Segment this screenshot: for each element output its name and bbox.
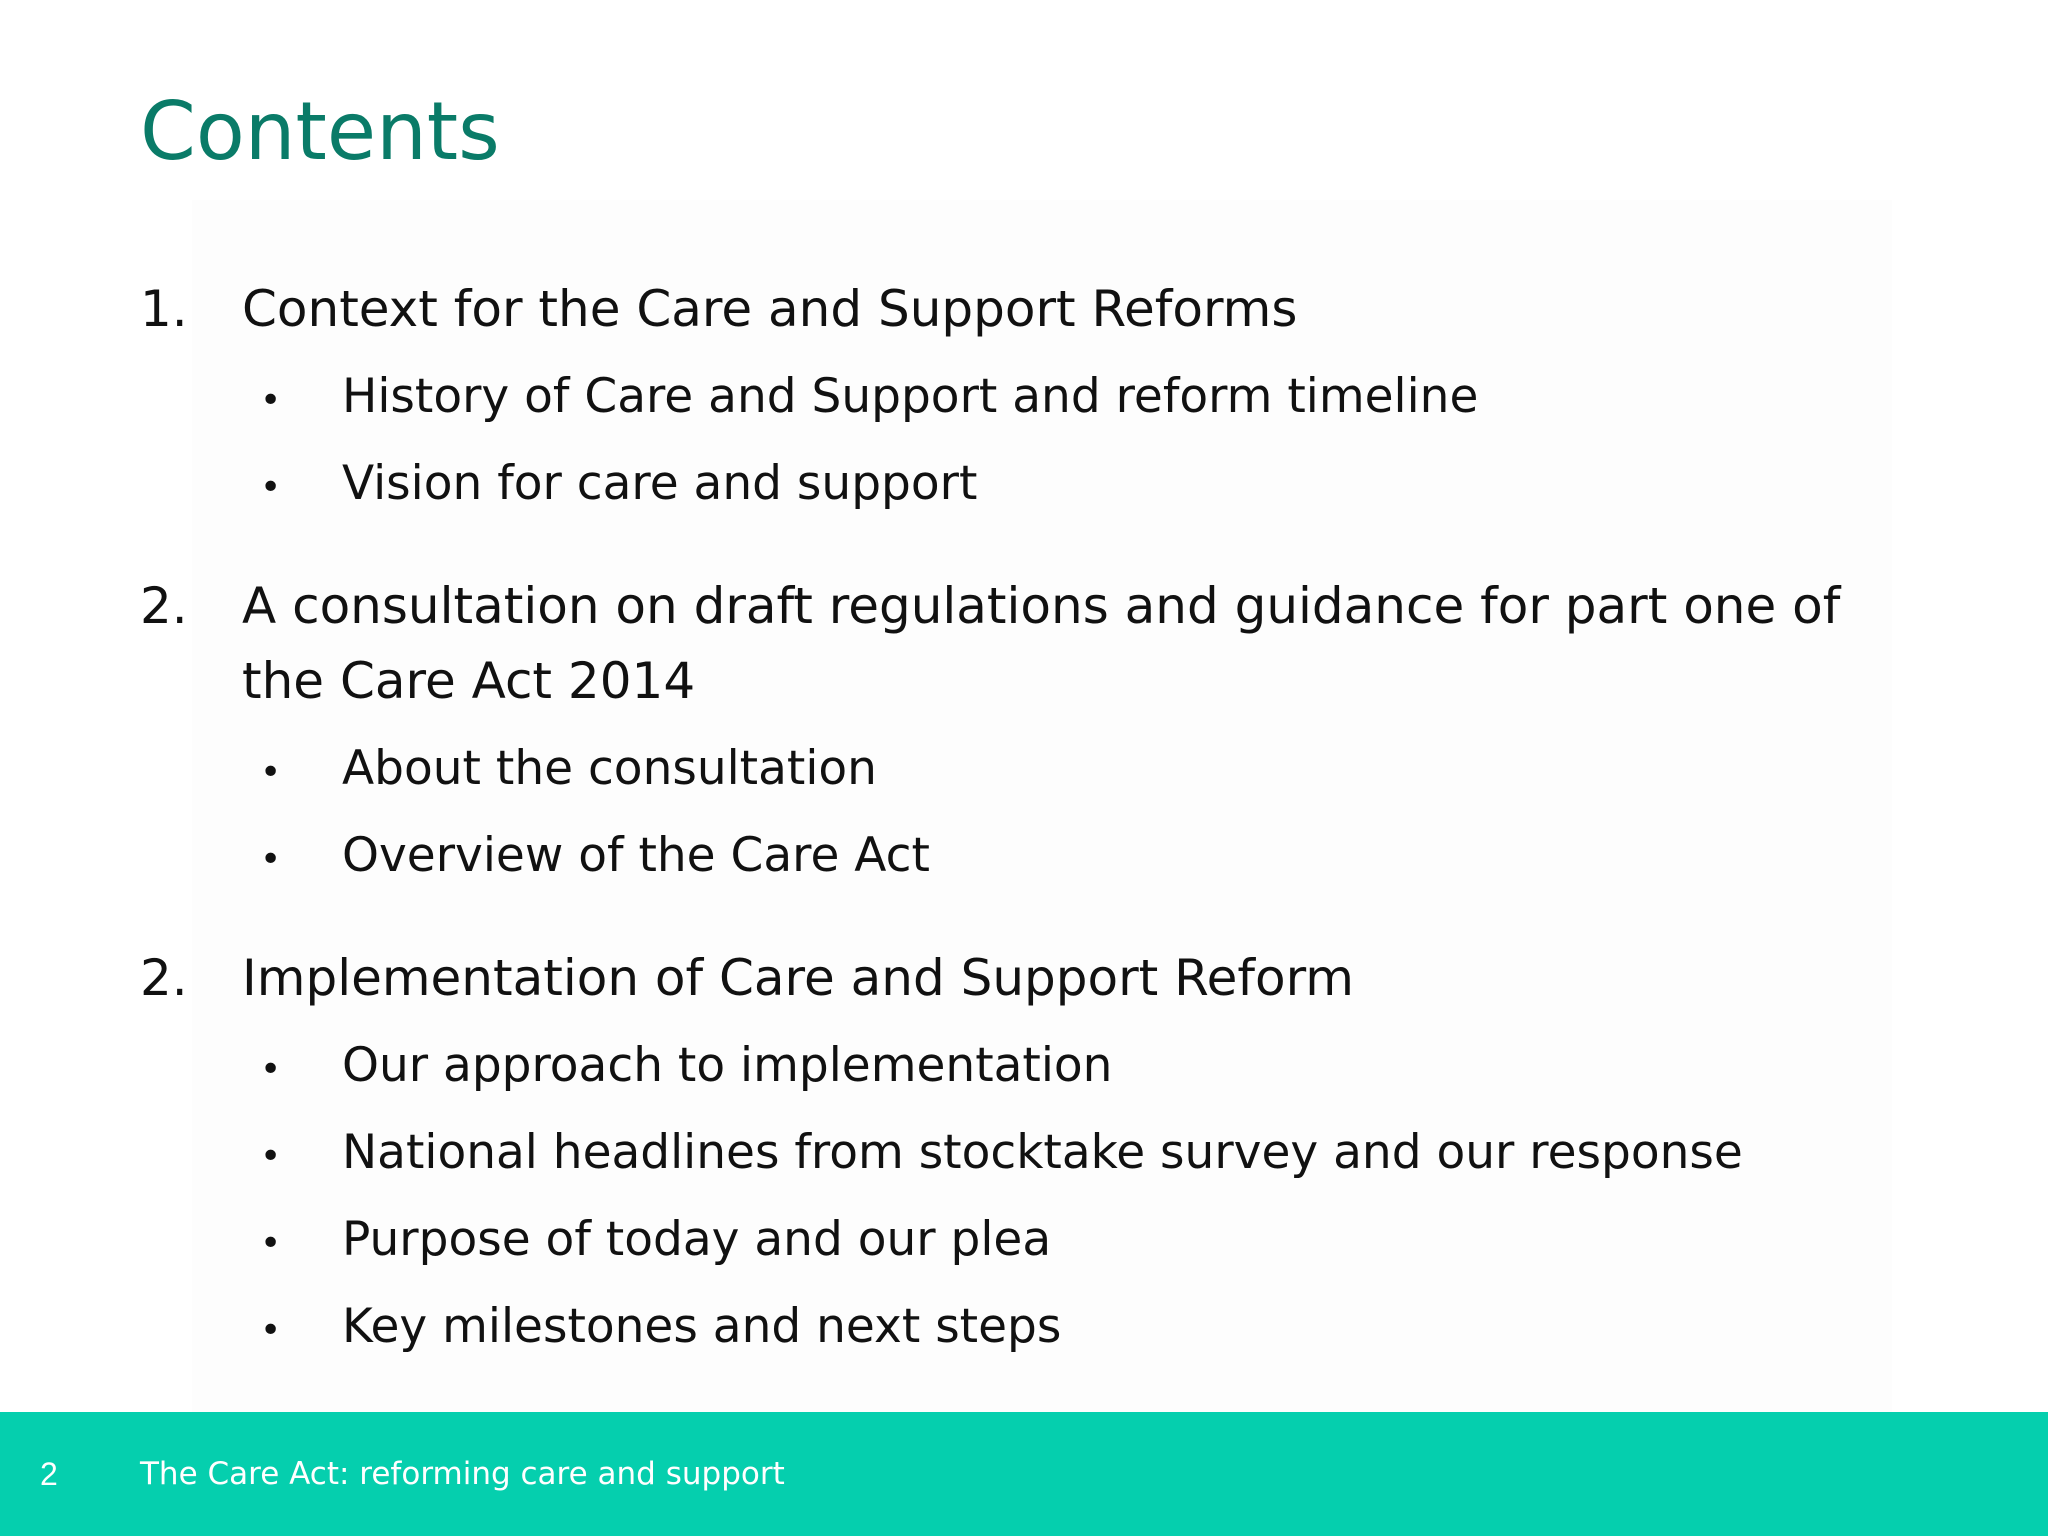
list-item-text: About the consultation: [342, 741, 877, 796]
footer-bar: [0, 1412, 2048, 1536]
list-item: [140, 1198, 1920, 1285]
list-item: [140, 1285, 1920, 1372]
list-item-text: Purpose of today and our plea: [342, 1212, 1052, 1267]
bullet-icon: •: [260, 380, 282, 421]
section-title: Implementation of Care and Support Reform: [242, 949, 1355, 1007]
section-heading: [140, 569, 1920, 719]
section-heading: [140, 941, 1920, 1016]
list-item-text: Vision for care and support: [342, 456, 978, 511]
bullet-icon: •: [260, 1049, 282, 1090]
bullet-icon: •: [260, 752, 282, 793]
slide-title: Contents: [140, 85, 500, 178]
bullet-list: [140, 1024, 1920, 1372]
bullet-icon: •: [260, 839, 282, 880]
section-heading: [140, 272, 1920, 347]
contents-section-1: [140, 272, 1920, 529]
list-item: [140, 442, 1920, 529]
bullet-icon: •: [260, 1136, 282, 1177]
list-item: [140, 727, 1920, 814]
list-item: [140, 1111, 1920, 1198]
bullet-list: [140, 355, 1920, 529]
page-number: 2: [40, 1456, 58, 1492]
list-item: [140, 355, 1920, 442]
section-number: 2.: [140, 577, 188, 635]
bullet-icon: •: [260, 1223, 282, 1264]
list-item: [140, 1024, 1920, 1111]
contents-section-2: [140, 569, 1920, 901]
section-number: 2.: [140, 949, 188, 1007]
list-item-text: Key milestones and next steps: [342, 1299, 1062, 1354]
list-item-text: History of Care and Support and reform timeline: [342, 369, 1479, 424]
section-title: A consultation on draft regulations and guidance for part one of the Care Act 2014: [242, 577, 1841, 710]
section-title: Context for the Care and Support Reforms: [242, 280, 1298, 338]
bullet-icon: •: [260, 467, 282, 508]
contents-section-3: [140, 941, 1920, 1372]
footer-caption: The Care Act: reforming care and support: [140, 1456, 785, 1492]
list-item: [140, 814, 1920, 901]
bullet-list: [140, 727, 1920, 901]
list-item-text: Overview of the Care Act: [342, 828, 930, 883]
bullet-icon: •: [260, 1310, 282, 1351]
list-item-text: National headlines from stocktake survey and our response: [342, 1125, 1743, 1180]
section-number: 1.: [140, 280, 188, 338]
list-item-text: Our approach to implementation: [342, 1038, 1113, 1093]
